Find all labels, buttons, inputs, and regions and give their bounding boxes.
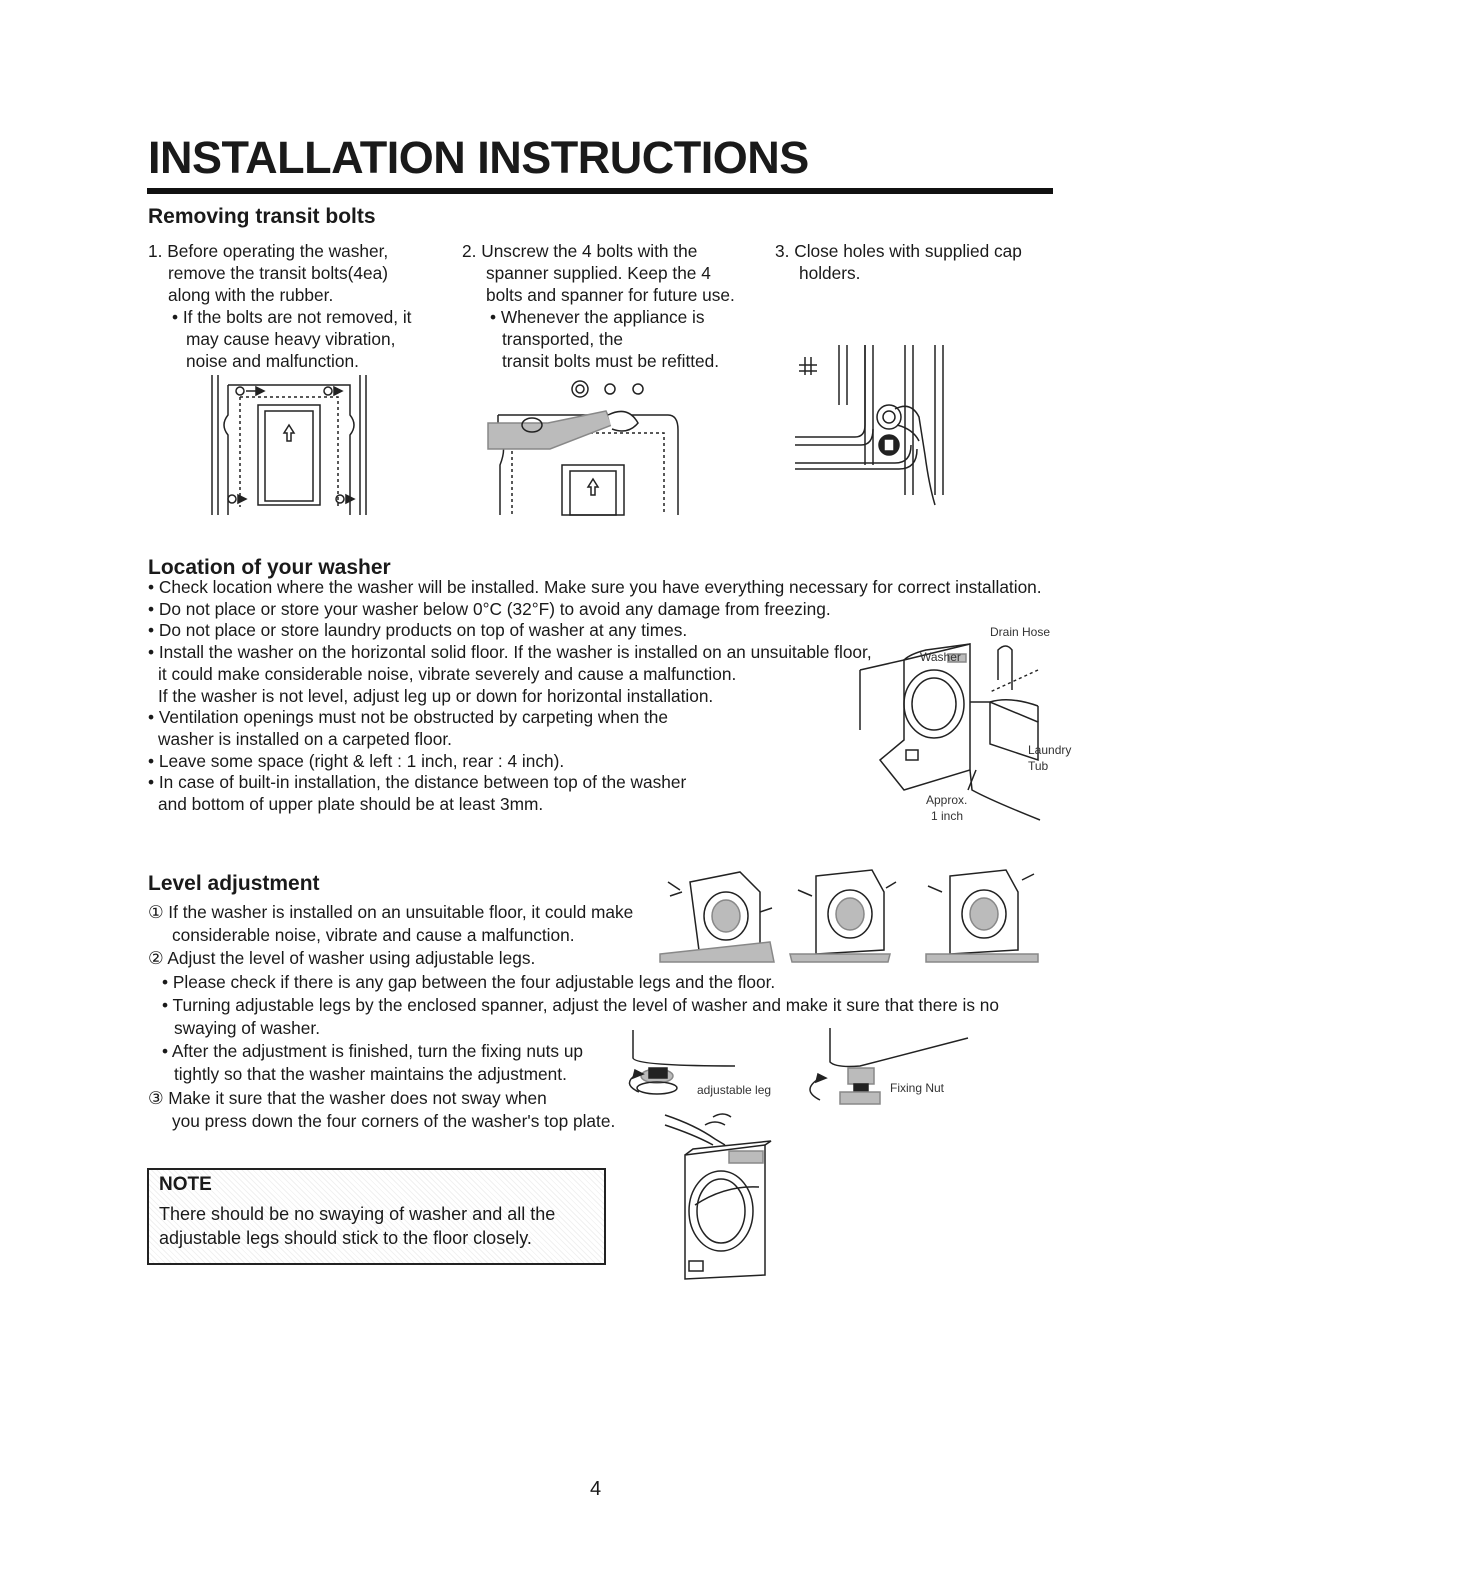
step3-line: holders. <box>799 263 861 283</box>
page-title: INSTALLATION INSTRUCTIONS <box>148 132 809 183</box>
level-line: tightly so that the washer maintains the adjustment. <box>174 1064 567 1085</box>
level-line: ② Adjust the level of washer using adjustable legs. <box>148 948 536 969</box>
location-line: • In case of built-in installation, the distance between top of the washer <box>148 772 687 793</box>
label-drain-hose: Drain Hose <box>990 625 1051 639</box>
level-line: considerable noise, vibrate and cause a malfunction. <box>172 925 575 946</box>
transit-step-3 <box>775 240 1022 284</box>
level-line: ③ Make it sure that the washer does not sway when <box>148 1087 547 1108</box>
spanner-unscrew-illustration <box>488 375 698 515</box>
label-adjustable-leg: adjustable leg <box>697 1083 772 1097</box>
step2-line: spanner supplied. Keep the 4 <box>486 263 711 283</box>
location-line: • Install the washer on the horizontal solid floor. If the washer is installed on an unsuitable floor, <box>148 642 872 663</box>
page-number: 4 <box>590 1478 602 1500</box>
step1-line: may cause heavy vibration, <box>186 329 396 349</box>
title-rule <box>147 188 1053 194</box>
note-line: There should be no swaying of washer and all the <box>159 1204 556 1224</box>
level-line: you press down the four corners of the washer's top plate. <box>172 1110 616 1131</box>
level-line: ① If the washer is installed on an unsuitable floor, it could make <box>148 902 634 922</box>
level-line: • After the adjustment is finished, turn the fixing nuts up <box>162 1041 584 1062</box>
cap-holder-illustration <box>795 345 960 515</box>
label-washer: Washer <box>920 650 961 664</box>
washer-back-bolts-illustration <box>210 375 370 515</box>
level-line: • Turning adjustable legs by the enclosed spanner, adjust the level of washer and make it sure that there is no <box>162 994 1000 1015</box>
location-line: • Do not place or store laundry products on top of washer at any times. <box>148 620 688 641</box>
label-one-inch: 1 inch <box>931 809 964 823</box>
level-line: • Please check if there is any gap between the four adjustable legs and the floor. <box>162 971 776 992</box>
step1-line: 1. Before operating the washer, <box>148 241 389 261</box>
vibrating-washer-illustration-1 <box>660 862 780 962</box>
step2-line: • Whenever the appliance is <box>490 307 705 327</box>
step2-line: 2. Unscrew the 4 bolts with the <box>462 241 698 261</box>
note-box <box>147 1168 606 1265</box>
note-body <box>159 1202 555 1250</box>
level-heading: Level adjustment <box>148 872 320 895</box>
transit-heading: Removing transit bolts <box>148 205 376 228</box>
transit-step-1 <box>148 240 411 372</box>
label-laundry: Laundry <box>1028 743 1072 757</box>
step1-line: noise and malfunction. <box>186 351 359 371</box>
step2-line: bolts and spanner for future use. <box>486 285 735 305</box>
location-line: If the washer is not level, adjust leg up or down for horizontal installation. <box>158 685 714 706</box>
location-line: • Ventilation openings must not be obstructed by carpeting when the <box>148 707 669 728</box>
level-line: swaying of washer. <box>174 1018 321 1039</box>
location-line: and bottom of upper plate should be at least 3mm. <box>158 794 544 815</box>
press-corner-illustration <box>665 1115 790 1285</box>
step1-line: along with the rubber. <box>168 285 334 305</box>
location-line: • Leave some space (right & left : 1 inch, rear : 4 inch). <box>148 750 565 771</box>
step2-line: transported, the <box>502 329 624 349</box>
label-tub: Tub <box>1028 759 1049 773</box>
fixing-nut-illustration <box>800 1028 970 1108</box>
note-line: adjustable legs should stick to the floor closely. <box>159 1228 532 1248</box>
location-line: it could make considerable noise, vibrate severely and cause a malfunction. <box>158 663 737 684</box>
step2-line: transit bolts must be refitted. <box>502 351 720 371</box>
label-approx: Approx. <box>926 793 968 807</box>
vibrating-washer-illustration-2 <box>790 862 900 962</box>
location-heading: Location of your washer <box>148 556 391 579</box>
step1-line: remove the transit bolts(4ea) <box>168 263 388 283</box>
step1-line: • If the bolts are not removed, it <box>172 307 412 327</box>
transit-step-2 <box>462 240 735 372</box>
vibrating-washer-illustration-3 <box>920 862 1045 962</box>
step3-line: 3. Close holes with supplied cap <box>775 241 1022 261</box>
note-heading: NOTE <box>159 1174 212 1195</box>
location-line: • Do not place or store your washer below 0°C (32°F) to avoid any damage from freezing. <box>148 598 831 619</box>
location-line: washer is installed on a carpeted floor. <box>158 728 452 749</box>
location-line: • Check location where the washer will be installed. Make sure you have everything necessary for correct installation. <box>148 577 1042 597</box>
label-fixing-nut: Fixing Nut <box>890 1081 945 1095</box>
